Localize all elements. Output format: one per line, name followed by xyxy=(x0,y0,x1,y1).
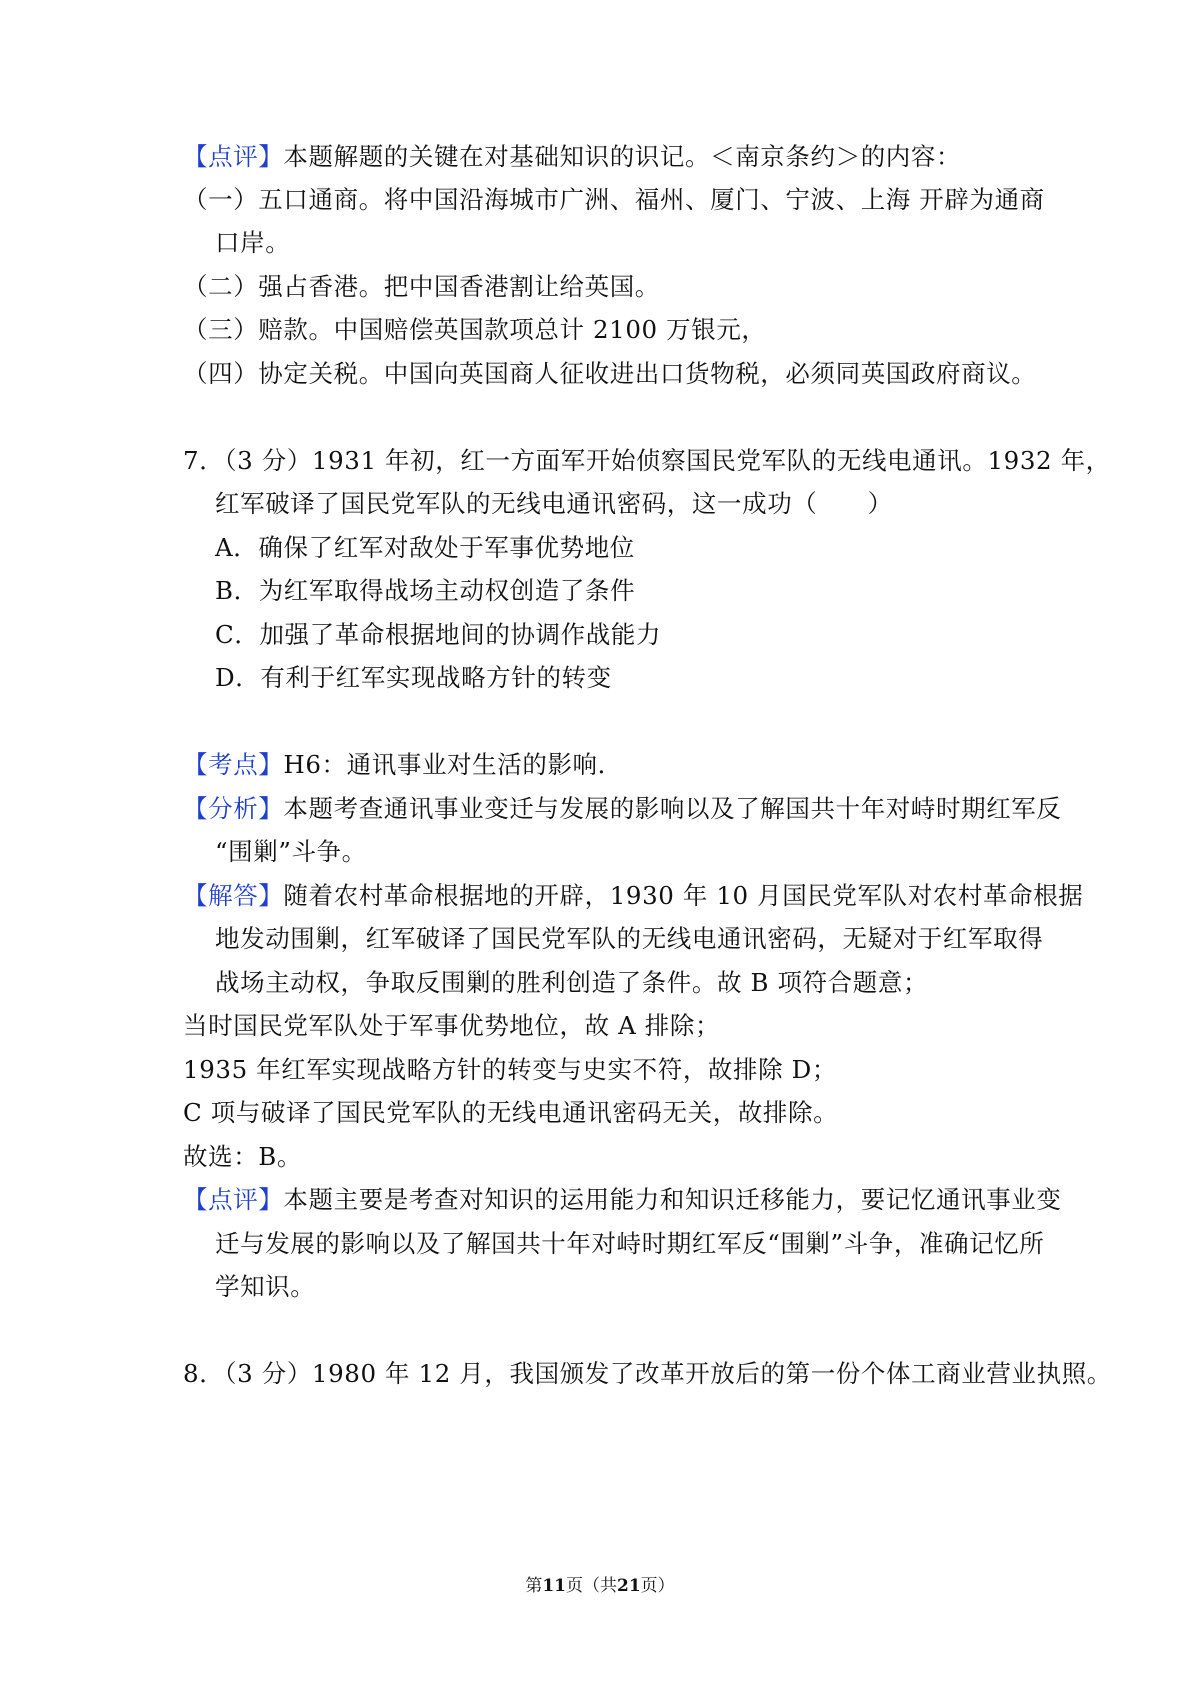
jieda-line-cont: C 项与破译了国民党军队的无线电通讯密码无关，故排除。 xyxy=(183,1098,839,1127)
page-number: 11 xyxy=(542,1576,566,1596)
jieda-tag: 【解答】 xyxy=(183,881,284,910)
page-footer: 第11页（共21页） xyxy=(525,1576,675,1596)
treaty-item: （三）赔款。中国赔偿英国款项总计 2100 万银元， xyxy=(183,315,767,344)
fenxi-tag: 【分析】 xyxy=(183,794,284,823)
dianping-line: 【点评】本题主要是考查对知识的运用能力和知识迁移能力，要记忆通讯事业变 xyxy=(183,1185,1062,1214)
page-total: 21 xyxy=(617,1576,641,1596)
dianping-line-cont: 迁与发展的影响以及了解国共十年对峙时期红军反“围剿”斗争，准确记忆所 xyxy=(215,1229,1045,1258)
fenxi-line-cont: “围剿”斗争。 xyxy=(215,837,367,866)
prev-comment-intro: 【点评】本题解题的关键在对基础知识的识记。＜南京条约＞的内容： xyxy=(183,142,962,171)
jieda-line-cont: 1935 年红军实现战略方针的转变与史实不符，故排除 D； xyxy=(183,1055,837,1084)
dianping-tag: 【点评】 xyxy=(183,1185,284,1214)
jieda-line-cont: 当时国民党军队处于军事优势地位，故 A 排除； xyxy=(183,1011,721,1040)
option-c: C．加强了革命根据地间的协调作战能力 xyxy=(215,620,662,649)
fenxi-line: 【分析】本题考查通讯事业变迁与发展的影响以及了解国共十年对峙时期红军反 xyxy=(183,794,1062,823)
comment-tag: 【点评】 xyxy=(183,142,284,171)
treaty-item: （二）强占香港。把中国香港割让给英国。 xyxy=(183,272,660,301)
kaodian-line: 【考点】H6：通讯事业对生活的影响． xyxy=(183,750,623,779)
answer-line: 故选：B。 xyxy=(183,1142,303,1171)
treaty-item: 口岸。 xyxy=(215,228,291,257)
jieda-line: 【解答】随着农村革命根据地的开辟，1930 年 10 月国民党军队对农村革命根据 xyxy=(183,881,1084,910)
treaty-item: （一）五口通商。将中国沿海城市广洲、福州、厦门、宁波、上海 开辟为通商 xyxy=(183,185,1045,214)
option-d: D．有利于红军实现战略方针的转变 xyxy=(215,663,612,692)
option-a: A．确保了红军对敌处于军事优势地位 xyxy=(215,533,635,562)
treaty-item: （四）协定关税。中国向英国商人征收进出口货物税，必须同英国政府商议。 xyxy=(183,359,1037,388)
question-7-stem-cont: 红军破译了国民党军队的无线电通讯密码，这一成功（ ） xyxy=(215,489,893,518)
question-7-stem: 7．（3 分）1931 年初，红一方面军开始侦察国民党军队的无线电通讯。1932 年， xyxy=(183,446,1111,475)
dianping-line-cont: 学知识。 xyxy=(215,1272,316,1301)
question-8-stem: 8．（3 分）1980 年 12 月，我国颁发了改革开放后的第一份个体工商业营业执照。 xyxy=(183,1359,1112,1388)
option-b: B．为红军取得战场主动权创造了条件 xyxy=(215,576,636,605)
jieda-line-cont: 战场主动权，争取反围剿的胜利创造了条件。故 B 项符合题意； xyxy=(215,968,929,997)
kaodian-tag: 【考点】 xyxy=(183,750,284,779)
jieda-line-cont: 地发动围剿，红军破译了国民党军队的无线电通讯密码，无疑对于红军取得 xyxy=(215,924,1044,953)
